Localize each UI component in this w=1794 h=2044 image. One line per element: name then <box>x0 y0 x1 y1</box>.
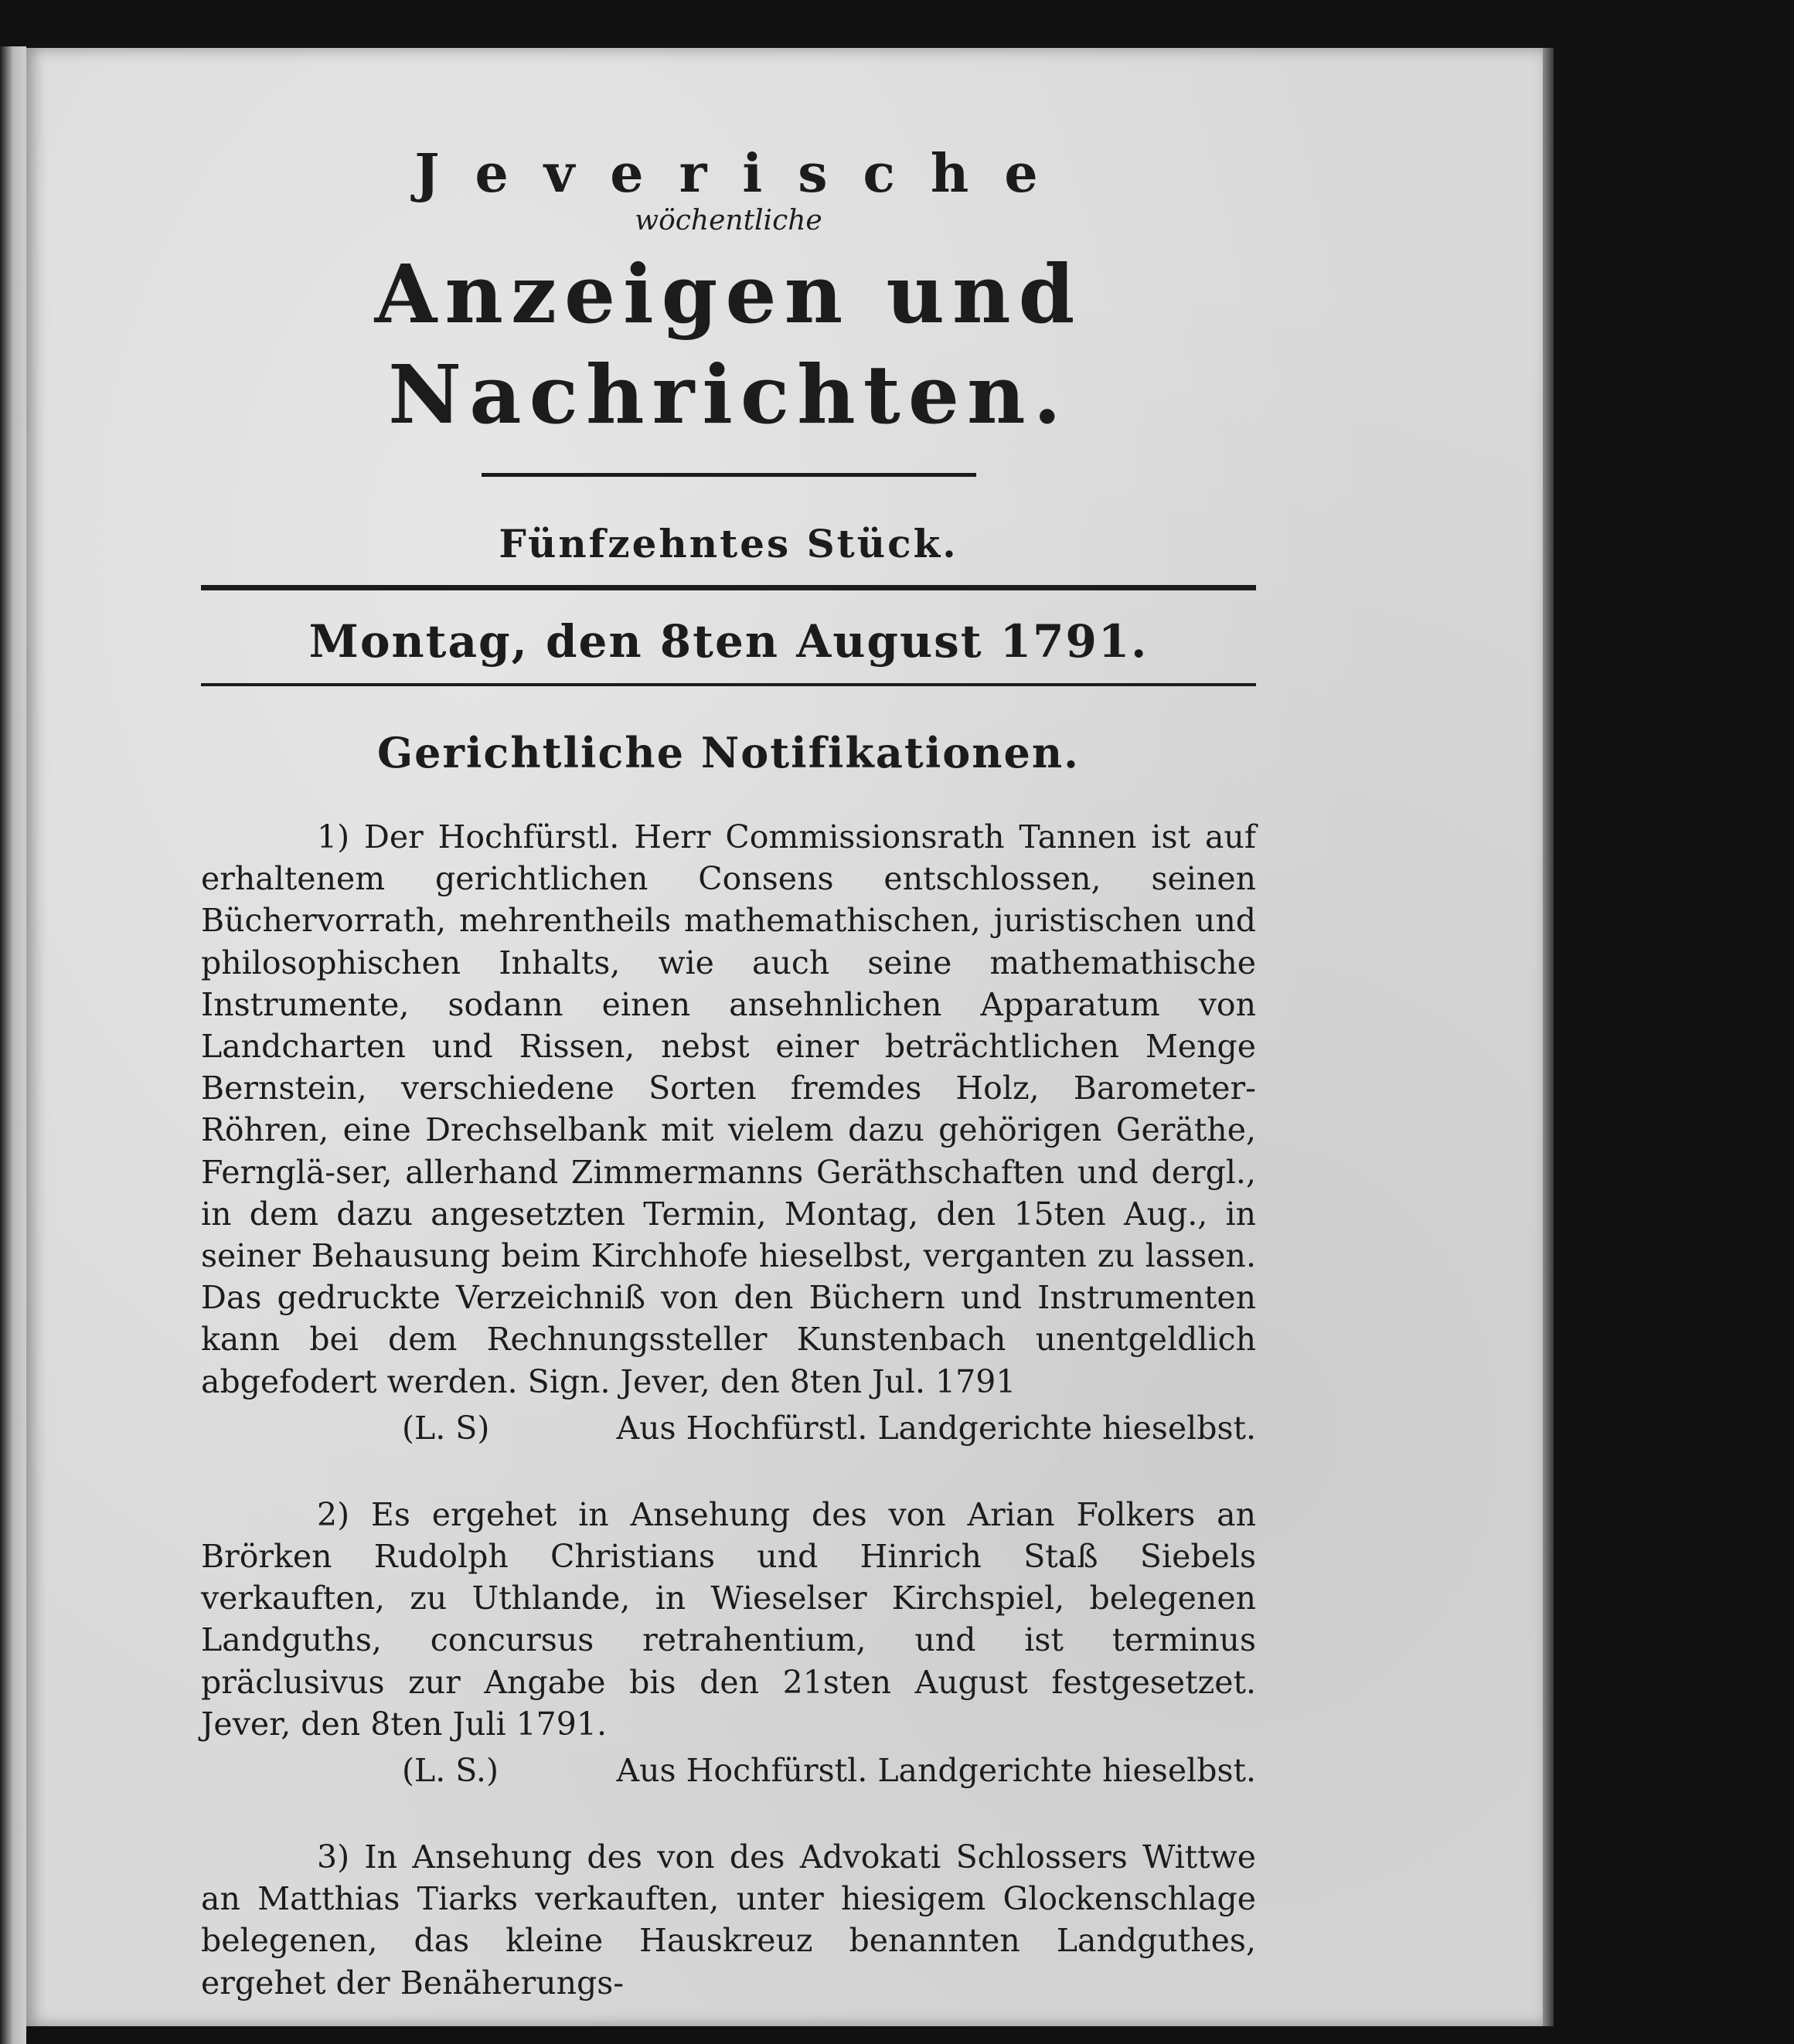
date-divider <box>201 683 1256 686</box>
notice-1-authority: Aus Hochfürstl. Landgerichte hieselbst. <box>616 1409 1256 1447</box>
page-edge-shadow <box>1543 48 1554 2026</box>
issue-divider <box>201 585 1256 590</box>
notice-1-text <box>201 816 1256 1403</box>
issue-date: Montag, den 8ten August 1791. <box>308 615 1149 668</box>
page-content <box>201 139 1256 2004</box>
masthead-title-line3: Anzeigen und Nachrichten. <box>374 247 1083 442</box>
notice-3-body: 3) In Ansehung des von des Advokati Schlossers Wittwe an Matthias Tiarks verkauften, unter hiesigem Glockenschlage belegenen, das kleine Hauskreuz benannten Landguthes, ergehet der Benäherungs- <box>201 1838 1256 2001</box>
previous-page-edge <box>0 46 26 2044</box>
masthead-divider <box>482 473 976 477</box>
notice-2-body: 2) Es ergehet in Ansehung des von Arian Folkers an Brörken Rudolph Christians und Hinrich Staß Siebels verkauften, zu Uthlande, in Wieselser Kirchspiel, belegenen Landguths, concursus retrahentium, und ist terminus präclusivus zur Angabe bis den 21sten August festgesetzet. Jever, den 8ten Juli 1791. <box>201 1495 1256 1743</box>
notice-1-signature <box>201 1407 1256 1449</box>
notice-2-signature <box>201 1750 1256 1791</box>
notice-3-text <box>201 1836 1256 2004</box>
notice-2-seal: (L. S.) <box>402 1752 499 1790</box>
notice-2-text <box>201 1494 1256 1745</box>
notice-2-authority: Aus Hochfürstl. Landgerichte hieselbst. <box>616 1752 1256 1790</box>
masthead-title-line2: wöchentliche <box>635 205 822 236</box>
notice-1-body: 1) Der Hochfürstl. Herr Commissionsrath Tannen ist auf erhaltenem gerichtlichen Consens entschlossen, seinen Büchervorrath, mehrentheils mathemathischen, juristischen und philosophischen Inhalts, wie auch seine mathemathische Instrumente, sodann einen ansehnlichen Apparatum von Landcharten und Rissen, nebst einer beträchtlichen Menge Bernstein, verschiedene Sorten fremdes Holz, Barometer-Röhren, eine Drechselbank mit vielem dazu gehörigen Geräthe, Fernglä-ser, allerhand Zimmermanns Geräthschaften und dergl., in dem dazu angesetzten Termin, Montag, den 15ten Aug., in seiner Behausung beim Kirchhofe hieselbst, verganten zu lassen. Das gedruckte Verzeichniß von den Büchern und Instrumenten kann bei dem Rechnungssteller Kunstenbach unentgeldlich abgefodert werden. Sign. Jever, den 8ten Jul. 1791 <box>201 818 1256 1400</box>
notice-1-seal: (L. S) <box>402 1409 490 1447</box>
masthead-title-line1: Jeverische <box>414 143 1074 205</box>
issue-number: Fünfzehntes Stück. <box>499 521 958 566</box>
section-title: Gerichtliche Notifikationen. <box>377 728 1080 777</box>
